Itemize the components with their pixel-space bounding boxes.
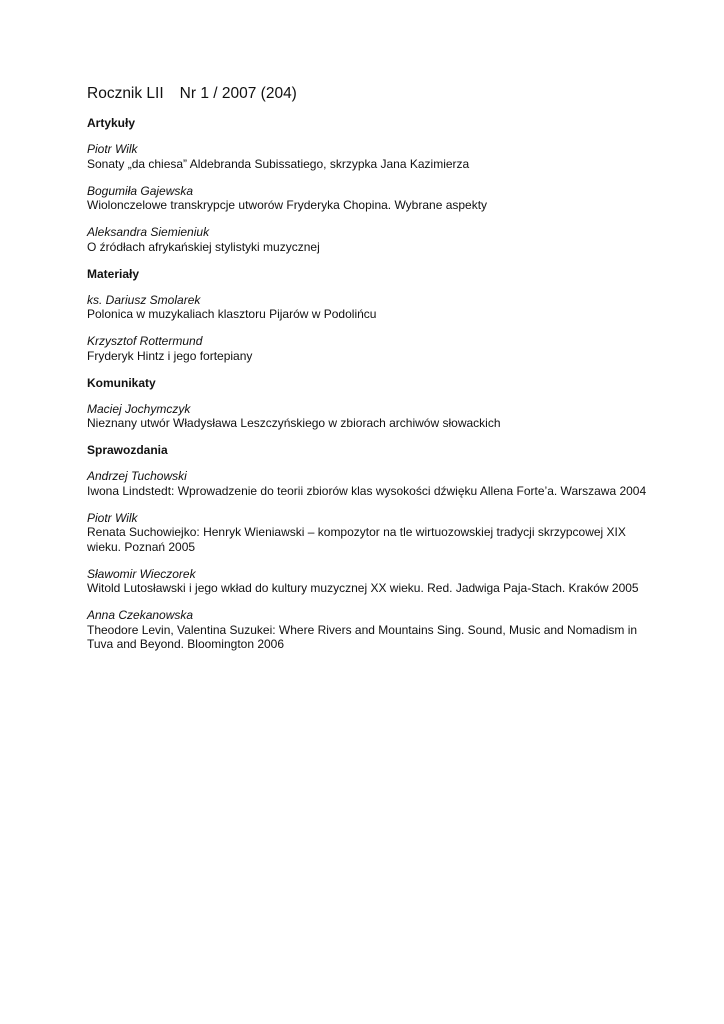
entry-title: Renata Suchowiejko: Henryk Wieniawski – kompozytor na tle wirtuozowskiej tradycji skrzypcowej XIX wieku. Poznań 2005 xyxy=(87,525,626,554)
entry-title: Wiolonczelowe transkrypcje utworów Fryderyka Chopina. Wybrane aspekty xyxy=(87,198,488,212)
list-item xyxy=(87,293,647,322)
list-item xyxy=(87,225,647,254)
list-item xyxy=(87,402,647,431)
entry-author: Piotr Wilk xyxy=(87,510,138,525)
section-title: Artykuły xyxy=(87,116,136,130)
list-item xyxy=(87,567,647,596)
section-articles xyxy=(87,116,647,254)
entry-author: Bogumiła Gajewska xyxy=(87,183,194,198)
entry-author: Maciej Jochymczyk xyxy=(87,401,191,416)
list-item xyxy=(87,608,647,652)
entry-author: Aleksandra Siemieniuk xyxy=(87,225,210,239)
volume-label: Rocznik LII xyxy=(87,85,164,102)
entry-title: Iwona Lindstedt: Wprowadzenie do teorii zbiorów klas wysokości dźwięku Allena Forte’a. Warszawa 2004 xyxy=(87,483,647,498)
entry-title: Fryderyk Hintz i jego fortepiany xyxy=(87,348,253,363)
issue-header xyxy=(87,84,647,104)
section-title: Sprawozdania xyxy=(87,443,168,457)
entry-author: ks. Dariusz Smolarek xyxy=(87,292,201,307)
entry-title: O źródłach afrykańskiej stylistyki muzycznej xyxy=(87,239,320,254)
list-item xyxy=(87,511,647,555)
entry-title: Witold Lutosławski i jego wkład do kultury muzycznej XX wieku. Red. Jadwiga Paja-Stach. Kraków 2005 xyxy=(87,581,639,595)
section-title: Komunikaty xyxy=(87,375,156,390)
section-materials xyxy=(87,267,647,364)
section-communications xyxy=(87,376,647,431)
entry-author: Piotr Wilk xyxy=(87,142,138,156)
entry-title: Theodore Levin, Valentina Suzukei: Where Rivers and Mountains Sing. Sound, Music and Nomadism in Tuva and Beyond. Bloomington 2006 xyxy=(87,622,638,651)
list-item xyxy=(87,142,647,171)
entry-title: Nieznany utwór Władysława Leszczyńskiego w zbiorach archiwów słowackich xyxy=(87,416,501,430)
entry-author: Anna Czekanowska xyxy=(87,608,194,622)
entry-author: Krzysztof Rottermund xyxy=(87,334,203,348)
section-title: Materiały xyxy=(87,266,140,281)
entry-author: Sławomir Wieczorek xyxy=(87,566,196,581)
issue-number: Nr 1 / 2007 (204) xyxy=(179,85,297,102)
list-item xyxy=(87,334,647,363)
entry-title: Sonaty „da chiesa” Aldebranda Subissatiego, skrzypka Jana Kazimierza xyxy=(87,156,470,171)
section-reports xyxy=(87,443,647,652)
document-page xyxy=(87,84,647,664)
entry-author: Andrzej Tuchowski xyxy=(87,469,187,483)
list-item xyxy=(87,184,647,213)
entry-title: Polonica w muzykaliach klasztoru Pijarów w Podolińcu xyxy=(87,307,377,321)
list-item xyxy=(87,469,647,498)
